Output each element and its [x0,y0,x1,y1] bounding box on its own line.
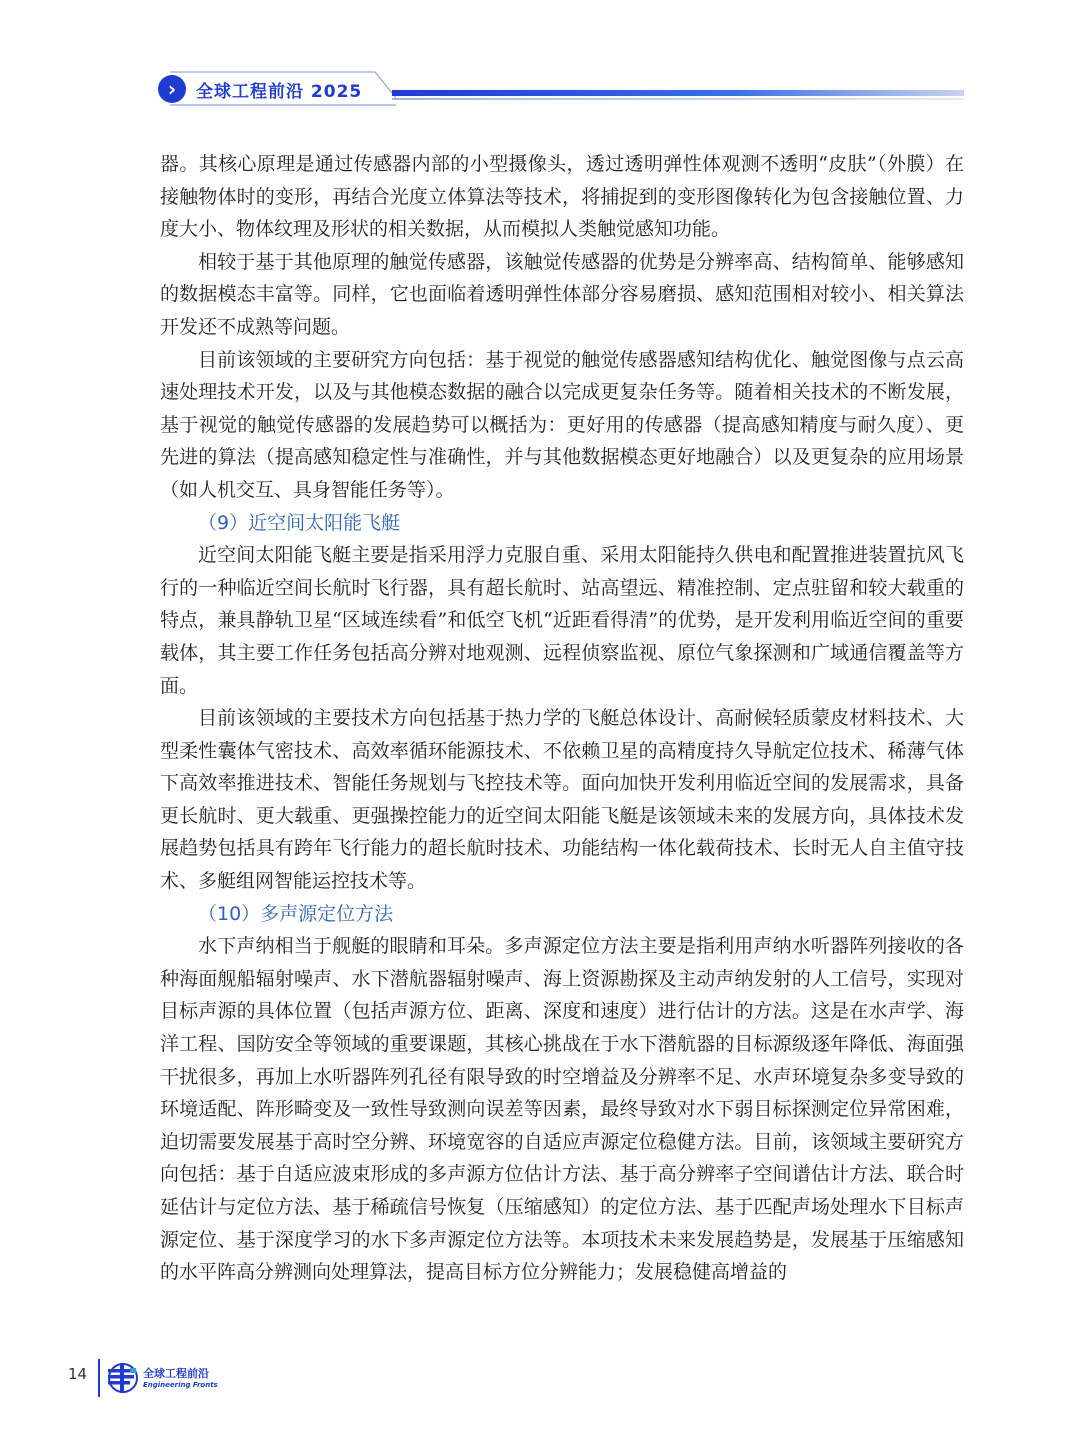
header-decoration [0,0,1080,120]
footer-logo-title: 全球工程前沿 [143,1367,209,1380]
page-number: 14 [68,1365,88,1383]
section-heading: （10）多声源定位方法 [198,902,394,925]
article-body [160,148,964,1289]
footer-logo-subtitle: Engineering Fronts [143,1381,218,1389]
paragraph: 器。其核心原理是通过传感器内部的小型摄像头，透过透明弹性体观测不透明“皮肤”（外膜）在接触物体时的变形，再结合光度立体算法等技术，将捕捉到的变形图像转化为包含接触位置、力度大小、物体纹理及形状的相关数据，从而模拟人类触觉感知功能。 [160,153,964,241]
paragraph: 水下声纳相当于舰艇的眼睛和耳朵。多声源定位方法主要是指利用声纳水听器阵列接收的各种海面舰船辐射噪声、水下潜航器辐射噪声、海上资源勘探及主动声纳发射的人工信号，实现对目标声源的具体位置（包括声源方位、距离、深度和速度）进行估计的方法。这是在水声学、海洋工程、国防安全等领域的重要课题，其核心挑战在于水下潜航器的目标源级逐年降低、海面强干扰很多，再加上水听器阵列孔径有限导致的时空增益及分辨率不足、水声环境复杂多变导致的环境适配、阵形畸变及一致性导致测向误差等因素，最终导致对水下弱目标探测定位异常困难，迫切需要发展基于高时空分辨、环境宽容的自适应声源定位稳健方法。目前，该领域主要研究方向包括：基于自适应波束形成的多声源方位估计方法、基于高分辨率子空间谱估计方法、联合时延估计与定位方法、基于稀疏信号恢复（压缩感知）的定位方法、基于匹配声场处理水下目标声源定位、基于深度学习的水下多声源定位方法等。本项技术未来发展趋势是，发展基于压缩感知的水平阵高分辨测向处理算法，提高目标方位分辨能力；发展稳健高增益的 [160,935,964,1284]
paragraph: 相较于基于其他原理的触觉传感器，该触觉传感器的优势是分辨率高、结构简单、能够感知的数据模态丰富等。同样，它也面临着透明弹性体部分容易磨损、感知范围相对较小、相关算法开发还不成熟等问题。 [160,250,964,338]
paragraph: 目前该领域的主要研究方向包括：基于视觉的触觉传感器感知结构优化、触觉图像与点云高速处理技术开发，以及与其他模态数据的融合以完成更复杂任务等。随着相关技术的不断发展，基于视觉的触觉传感器的发展趋势可以概括为：更好用的传感器（提高感知精度与耐久度）、更先进的算法（提高感知稳定性与准确性，并与其他数据模态更好地融合）以及更复杂的应用场景（如人机交互、具身智能任务等）。 [160,348,964,501]
chevron-right-icon: › [158,75,186,103]
section-heading: （9）近空间太阳能飞艇 [198,511,401,534]
footer-divider [98,1359,100,1397]
running-header [0,0,1080,120]
paragraph: 目前该领域的主要技术方向包括基于热力学的飞艇总体设计、高耐候轻质蒙皮材料技术、大型柔性囊体气密技术、高效率循环能源技术、不依赖卫星的高精度持久导航定位技术、稀薄气体下高效率推进技术、智能任务规划与飞控技术等。面向加快开发利用临近空间的发展需求，具备更长航时、更大载重、更强操控能力的近空间太阳能飞艇是该领域未来的发展方向，具体技术发展趋势包括具有跨年飞行能力的超长航时技术、功能结构一体化载荷技术、长时无人自主值守技术、多艇组网智能运控技术等。 [160,707,964,893]
header-title: 全球工程前沿 2025 [196,82,363,102]
paragraph: 近空间太阳能飞艇主要是指采用浮力克服自重、采用太阳能持久供电和配置推进装置抗风飞行的一种临近空间长航时飞行器，具有超长航时、站高望远、精准控制、定点驻留和较大载重的特点，兼具静轨卫星“区域连续看”和低空飞机“近距看得清”的优势，是开发利用临近空间的重要载体，其主要工作任务包括高分辨对地观测、远程侦察监视、原位气象探测和广域通信覆盖等方面。 [160,544,964,697]
globe-logo-icon [106,1359,140,1397]
page-footer [0,1355,1080,1405]
